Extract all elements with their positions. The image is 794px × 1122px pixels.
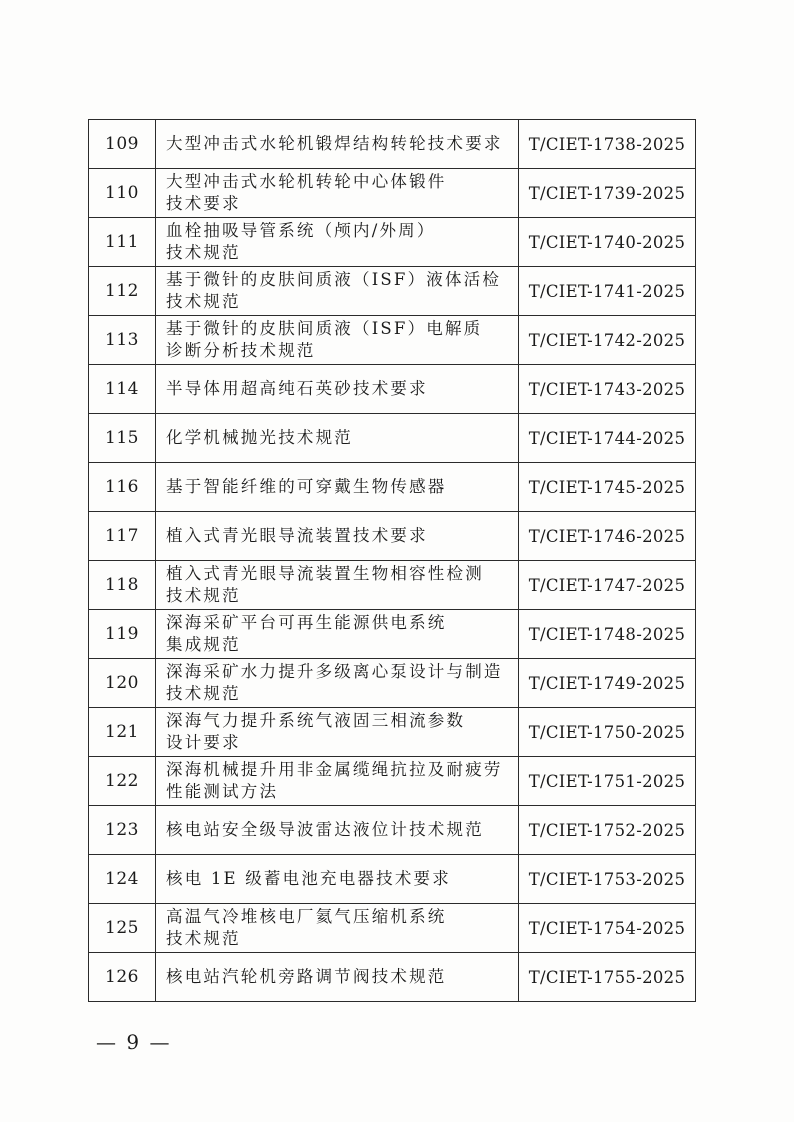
row-number: 124 [89,855,156,904]
row-number: 122 [89,757,156,806]
standard-name-line: 深海采矿水力提升多级离心泵设计与制造 [166,662,503,681]
standard-name [156,169,519,218]
table-row [89,855,696,904]
standard-name [156,120,519,169]
row-number: 118 [89,561,156,610]
standard-name-line: 核电站汽轮机旁路调节阀技术规范 [166,967,447,986]
row-number: 116 [89,463,156,512]
standard-name [156,708,519,757]
standard-name-line: 高温气冷堆核电厂氦气压缩机系统 [166,907,447,926]
standard-name [156,561,519,610]
standard-name [156,757,519,806]
standard-code: T/CIET-1740-2025 [519,218,696,267]
standard-name-line: 技术规范 [166,292,241,311]
standard-code: T/CIET-1748-2025 [519,610,696,659]
standard-name-line: 化学机械抛光技术规范 [166,428,353,447]
standard-name [156,267,519,316]
standard-name-line: 深海气力提升系统气液固三相流参数 [166,711,466,730]
standard-name-line: 技术要求 [166,194,241,213]
standard-code: T/CIET-1741-2025 [519,267,696,316]
standard-name-line: 深海采矿平台可再生能源供电系统 [166,613,447,632]
table-row [89,218,696,267]
standard-name-line: 基于智能纤维的可穿戴生物传感器 [166,477,447,496]
standards-table [88,119,696,1002]
standard-name-line: 大型冲击式水轮机转轮中心体锻件 [166,172,447,191]
standard-code: T/CIET-1747-2025 [519,561,696,610]
table-row [89,708,696,757]
page-number: — 9 — [96,1030,172,1054]
standard-code: T/CIET-1752-2025 [519,806,696,855]
standard-name [156,463,519,512]
standard-name [156,806,519,855]
table-row [89,610,696,659]
standard-name-line: 基于微针的皮肤间质液（ISF）电解质 [166,319,483,338]
row-number: 123 [89,806,156,855]
table-row [89,953,696,1002]
table-row [89,806,696,855]
row-number: 125 [89,904,156,953]
standard-name-line: 性能测试方法 [166,782,279,801]
standards-table-body [89,120,696,1002]
row-number: 117 [89,512,156,561]
table-row [89,365,696,414]
standard-name [156,365,519,414]
standard-name-line: 深海机械提升用非金属缆绳抗拉及耐疲劳 [166,760,503,779]
standard-name-line: 技术规范 [166,243,241,262]
standard-name [156,316,519,365]
table-row [89,120,696,169]
standard-name [156,855,519,904]
standard-name [156,659,519,708]
standard-name [156,610,519,659]
row-number: 113 [89,316,156,365]
row-number: 109 [89,120,156,169]
standard-name-line: 核电站安全级导波雷达液位计技术规范 [166,820,484,839]
standard-code: T/CIET-1755-2025 [519,953,696,1002]
standard-name-line: 植入式青光眼导流装置技术要求 [166,526,428,545]
table-row [89,169,696,218]
standard-code: T/CIET-1743-2025 [519,365,696,414]
standard-name [156,218,519,267]
row-number: 114 [89,365,156,414]
standard-name-line: 集成规范 [166,635,241,654]
standard-name-line: 血栓抽吸导管系统（颅内/外周） [166,221,436,240]
row-number: 126 [89,953,156,1002]
row-number: 111 [89,218,156,267]
standard-name-line: 植入式青光眼导流装置生物相容性检测 [166,564,484,583]
row-number: 119 [89,610,156,659]
standard-code: T/CIET-1753-2025 [519,855,696,904]
standard-name-line: 技术规范 [166,586,241,605]
table-row [89,267,696,316]
table-row [89,512,696,561]
table-row [89,904,696,953]
table-row [89,561,696,610]
standard-name-line: 技术规范 [166,684,241,703]
standard-code: T/CIET-1754-2025 [519,904,696,953]
table-row [89,463,696,512]
table-row [89,316,696,365]
row-number: 121 [89,708,156,757]
standard-name [156,414,519,463]
standard-code: T/CIET-1745-2025 [519,463,696,512]
standard-code: T/CIET-1738-2025 [519,120,696,169]
row-number: 115 [89,414,156,463]
standard-code: T/CIET-1751-2025 [519,757,696,806]
row-number: 110 [89,169,156,218]
standard-name-line: 半导体用超高纯石英砂技术要求 [166,379,428,398]
standard-code: T/CIET-1746-2025 [519,512,696,561]
standard-name-line: 核电 1E 级蓄电池充电器技术要求 [166,869,451,888]
standard-name-line: 大型冲击式水轮机锻焊结构转轮技术要求 [166,134,503,153]
row-number: 112 [89,267,156,316]
standard-name-line: 设计要求 [166,733,241,752]
standard-name-line: 诊断分析技术规范 [166,341,316,360]
standard-name-line: 基于微针的皮肤间质液（ISF）液体活检 [166,270,502,289]
standard-code: T/CIET-1742-2025 [519,316,696,365]
table-row [89,757,696,806]
table-row [89,659,696,708]
standard-name-line: 技术规范 [166,929,241,948]
standard-code: T/CIET-1750-2025 [519,708,696,757]
standard-name [156,512,519,561]
standard-code: T/CIET-1749-2025 [519,659,696,708]
standard-code: T/CIET-1739-2025 [519,169,696,218]
standard-name [156,904,519,953]
row-number: 120 [89,659,156,708]
standard-name [156,953,519,1002]
table-row [89,414,696,463]
standard-code: T/CIET-1744-2025 [519,414,696,463]
